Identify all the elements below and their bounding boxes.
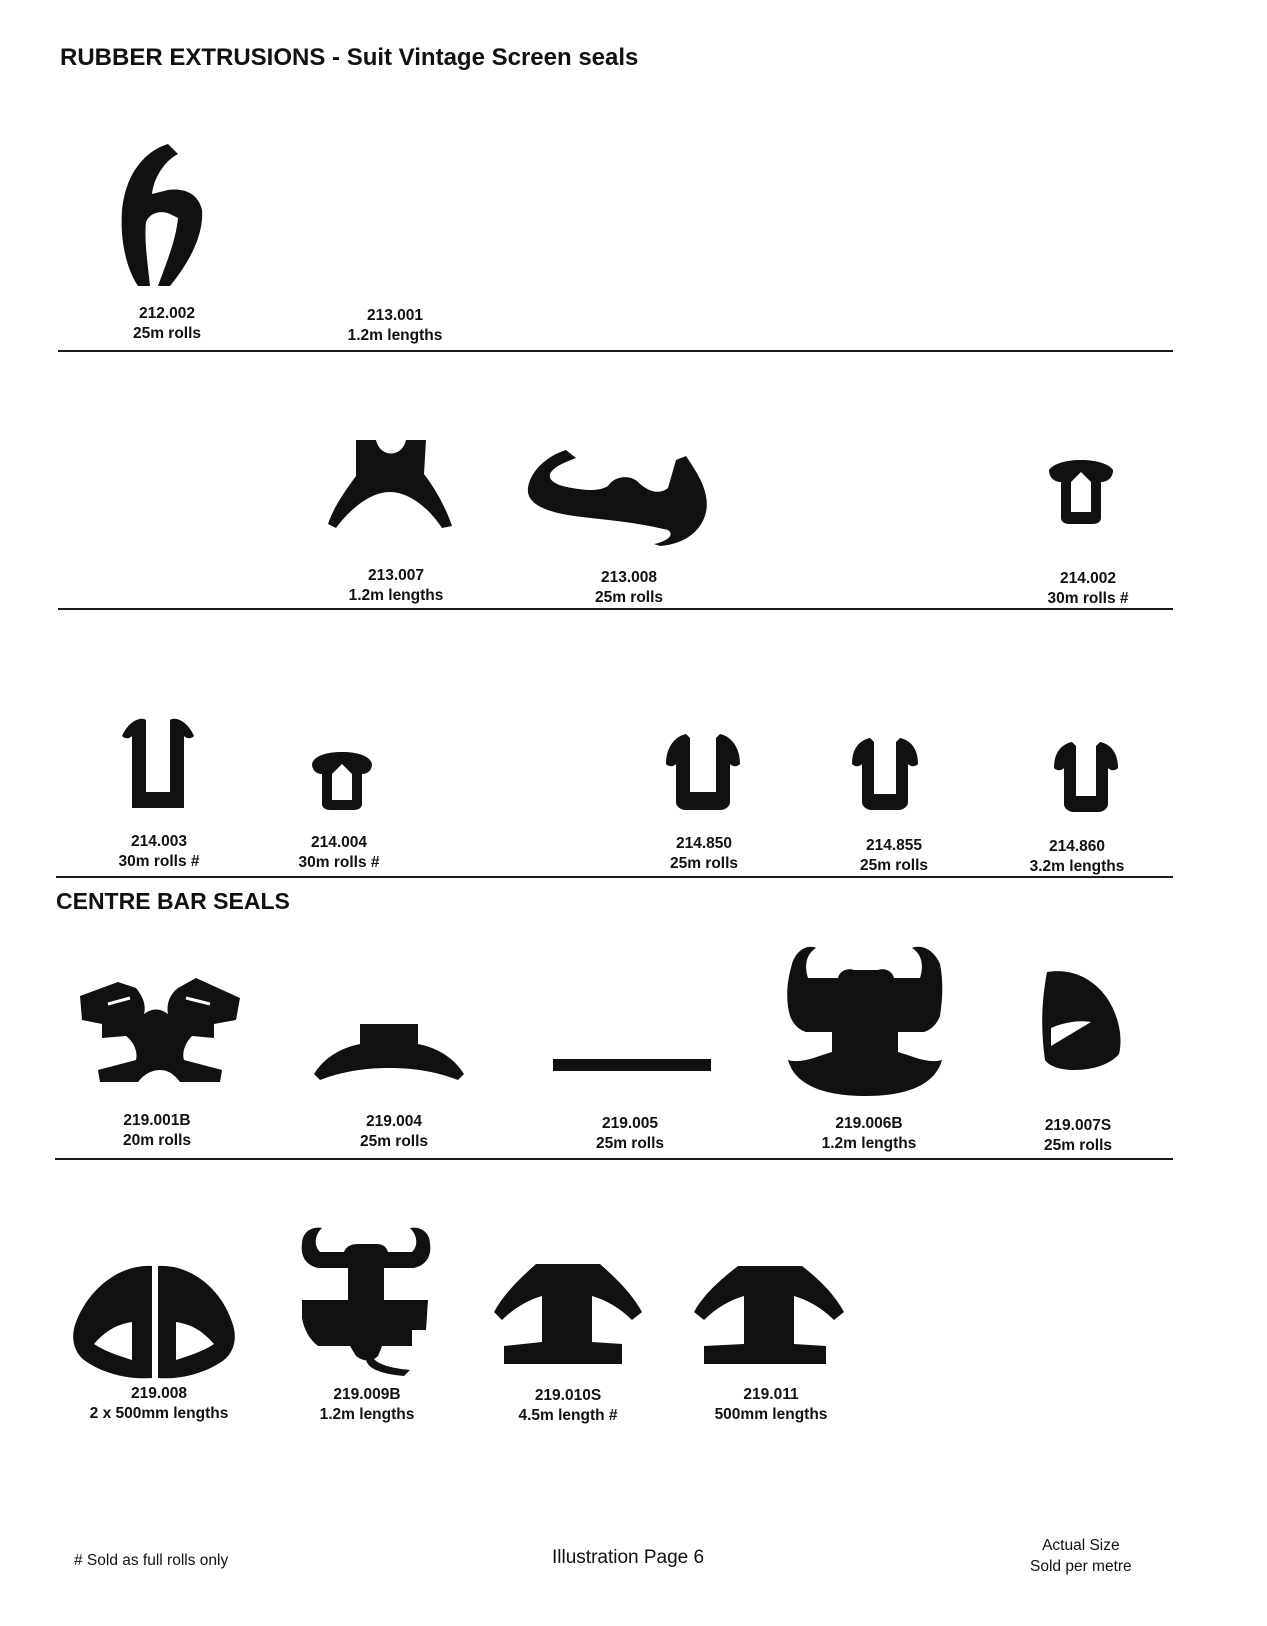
product-caption xyxy=(49,1384,269,1424)
product-note: 25m rolls xyxy=(359,1133,429,1150)
page-title: RUBBER EXTRUSIONS - Suit Vintage Screen seals xyxy=(60,44,639,71)
product-caption xyxy=(967,837,1187,877)
swoop-profile-icon xyxy=(526,446,712,546)
product-code: 219.001B xyxy=(123,1112,191,1129)
product-caption xyxy=(57,304,277,344)
divider xyxy=(56,876,1173,878)
product-note: 500mm lengths xyxy=(714,1406,828,1423)
product-code: 219.011 xyxy=(743,1386,799,1403)
divider xyxy=(58,350,1173,352)
product-code: 213.008 xyxy=(600,569,658,586)
d-shape-profile-icon xyxy=(1041,968,1123,1072)
product-code: 219.007S xyxy=(1044,1117,1112,1134)
section-heading: CENTRE BAR SEALS xyxy=(56,888,290,914)
channel-profile-icon xyxy=(848,738,922,810)
horned-block-profile-icon xyxy=(782,944,948,1098)
tee-profile-icon xyxy=(692,1264,846,1364)
divider xyxy=(55,1158,1173,1160)
product-caption xyxy=(520,1114,740,1154)
product-caption xyxy=(661,1385,881,1425)
product-caption xyxy=(285,306,505,346)
product-caption xyxy=(519,568,739,608)
product-code: 214.003 xyxy=(130,833,188,850)
product-code: 219.006B xyxy=(835,1115,903,1132)
product-note: 1.2m lengths xyxy=(347,327,443,344)
product-note: 1.2m lengths xyxy=(348,587,444,604)
split-dome-profile-icon xyxy=(70,1264,238,1382)
product-code: 219.009B xyxy=(333,1386,401,1403)
product-note: 2 x 500mm lengths xyxy=(89,1405,229,1422)
product-caption xyxy=(594,834,814,874)
product-note: 25m rolls xyxy=(669,855,739,872)
flat-strip-profile-icon xyxy=(553,1059,711,1073)
product-caption xyxy=(978,569,1198,609)
product-note: 30m rolls # xyxy=(1047,590,1129,607)
product-caption xyxy=(759,1114,979,1154)
product-code: 214.002 xyxy=(1059,570,1117,587)
small-channel-profile-icon xyxy=(310,752,374,810)
product-caption xyxy=(47,1111,267,1151)
tall-channel-profile-icon xyxy=(118,716,198,808)
product-note: 30m rolls # xyxy=(298,854,380,871)
footnote: # Sold as full rolls only xyxy=(74,1552,229,1569)
product-note: 20m rolls xyxy=(122,1132,192,1149)
size-note-line1: Actual Size xyxy=(1042,1537,1120,1554)
channel-profile-icon xyxy=(662,734,744,810)
size-note xyxy=(1030,1535,1132,1577)
size-note-line2: Sold per metre xyxy=(1030,1558,1132,1575)
product-note: 25m rolls xyxy=(1043,1137,1113,1154)
product-note: 30m rolls # xyxy=(118,853,200,870)
small-channel-profile-icon xyxy=(1047,460,1115,524)
arch-profile-icon xyxy=(326,440,456,530)
page-label: Illustration Page 6 xyxy=(552,1547,705,1568)
product-code: 214.860 xyxy=(1048,838,1106,855)
product-note: 1.2m lengths xyxy=(821,1135,917,1152)
channel-profile-icon xyxy=(1050,742,1122,812)
hook-profile-icon xyxy=(118,140,208,290)
product-code: 219.004 xyxy=(365,1113,423,1130)
flat-top-profile-icon xyxy=(312,1024,466,1084)
product-note: 25m rolls xyxy=(594,589,664,606)
product-caption xyxy=(284,1112,504,1152)
product-caption xyxy=(257,1385,477,1425)
product-code: 214.855 xyxy=(865,837,923,854)
product-note: 3.2m lengths xyxy=(1029,858,1125,875)
product-caption xyxy=(458,1386,678,1426)
product-code: 214.004 xyxy=(310,834,368,851)
product-code: 219.005 xyxy=(601,1115,659,1132)
product-note: 25m rolls xyxy=(595,1135,665,1152)
product-caption xyxy=(968,1116,1188,1156)
product-code: 214.850 xyxy=(675,835,733,852)
tee-profile-icon xyxy=(492,1262,644,1364)
product-note: 25m rolls xyxy=(132,325,202,342)
divider xyxy=(58,608,1173,610)
product-caption xyxy=(229,833,449,873)
product-code: 219.008 xyxy=(130,1385,188,1402)
winged-profile-icon xyxy=(74,974,246,1084)
product-code: 219.010S xyxy=(534,1387,602,1404)
product-code: 213.007 xyxy=(367,567,425,584)
product-note: 4.5m length # xyxy=(518,1407,618,1424)
product-code: 213.001 xyxy=(366,307,424,324)
product-code: 212.002 xyxy=(138,305,196,322)
horned-block-profile-icon xyxy=(296,1226,436,1376)
product-note: 1.2m lengths xyxy=(319,1406,415,1423)
product-note: 25m rolls xyxy=(859,857,929,874)
product-caption xyxy=(286,566,506,606)
